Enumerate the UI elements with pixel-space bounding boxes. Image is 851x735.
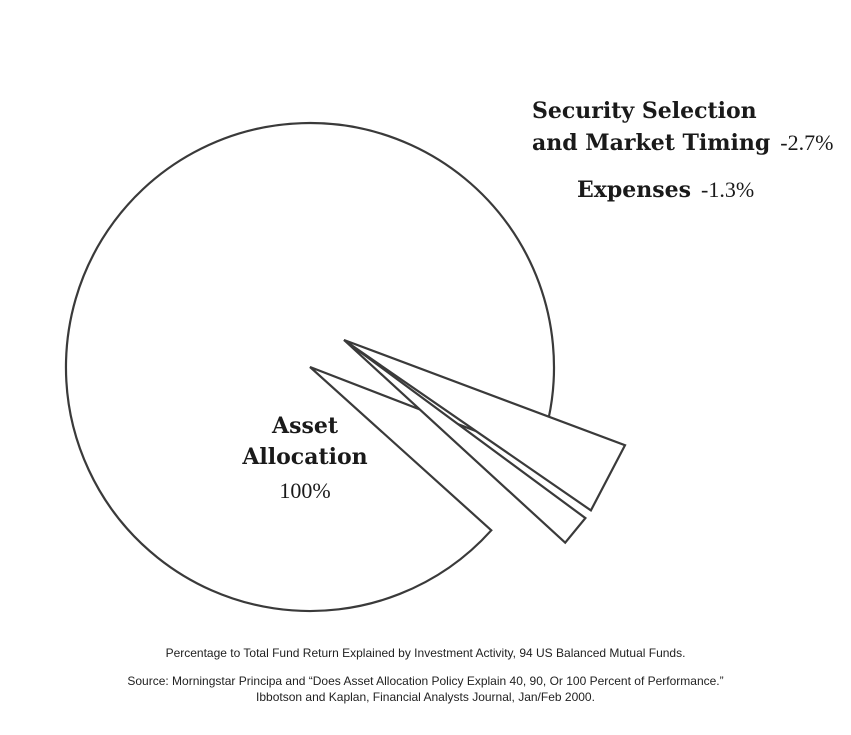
- label-asset-value: 100%: [279, 478, 331, 503]
- pie-slice-asset-allocation: [66, 123, 554, 611]
- label-security-line1: Security Selection: [532, 98, 757, 124]
- label-expenses-value: -1.3%: [701, 177, 755, 202]
- label-expenses: [577, 177, 754, 203]
- label-expenses-name: Expenses: [577, 177, 692, 203]
- label-security-selection: [532, 98, 833, 156]
- label-security-value: -2.7%: [780, 130, 834, 155]
- label-asset-line2: Allocation: [242, 444, 368, 470]
- chart-caption: Percentage to Total Fund Return Explained by Investment Activity, 94 US Balanced Mutual Funds.: [165, 646, 686, 660]
- chart-source-line1: Source: Morningstar Principa and “Does Asset Allocation Policy Explain 40, 90, Or 100 Percent of Performance.”: [127, 674, 724, 688]
- label-security-line2: and Market Timing: [532, 130, 771, 156]
- label-asset-line1: Asset: [272, 413, 338, 439]
- chart-source-line2: Ibbotson and Kaplan, Financial Analysts Journal, Jan/Feb 2000.: [256, 690, 595, 704]
